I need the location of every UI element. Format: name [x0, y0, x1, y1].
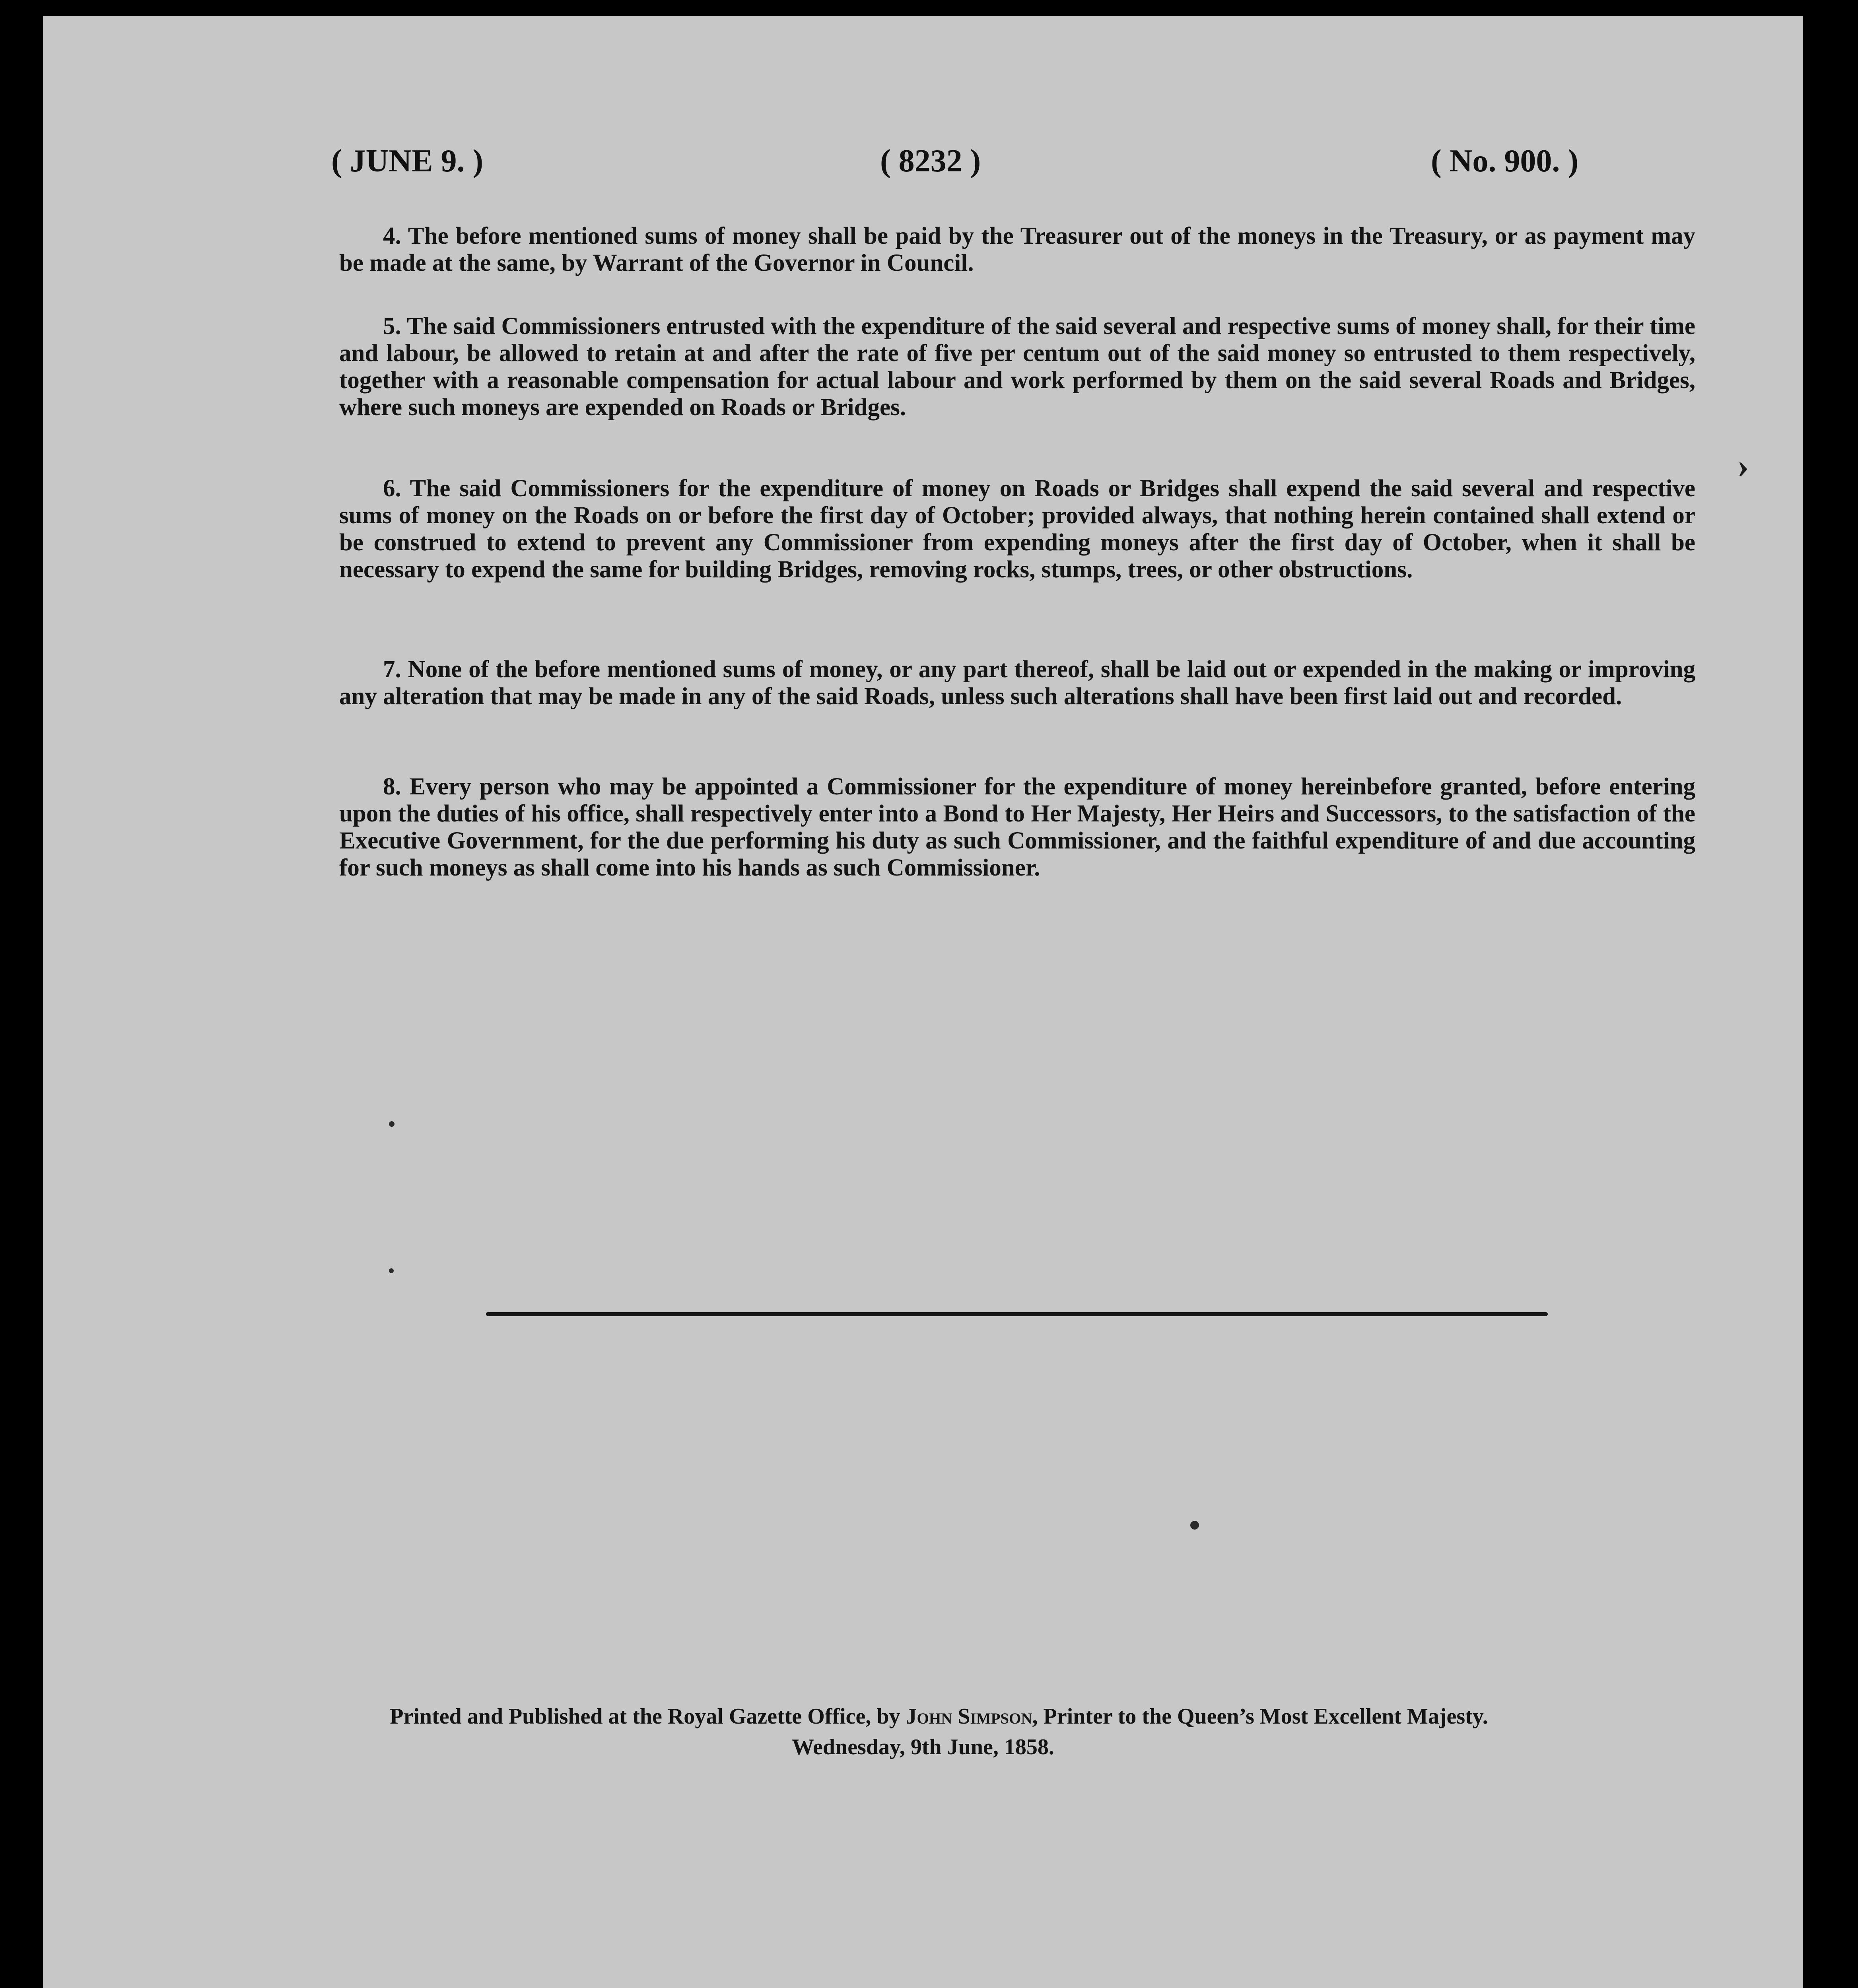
section-4 [339, 223, 1695, 277]
section-divider [486, 1312, 1548, 1316]
section-text: The before mentioned sums of money shall be paid by the Treasurer out of the moneys in the Treasury, or as payment may be made at the same, by Warrant of the Governor in Council. [339, 223, 1696, 276]
section-number: 7. [383, 656, 401, 683]
page-header [43, 143, 1803, 191]
printer-imprint [43, 1704, 1803, 1729]
publication-date: Wednesday, 9th June, 1858. [792, 1735, 1054, 1759]
page-number: ( 8232 ) [880, 144, 981, 179]
section-number: 5. [383, 313, 401, 340]
imprint-suffix: , Printer to the Queen’s Most Excellent Majesty. [1032, 1704, 1488, 1729]
section-number: 4. [383, 223, 401, 249]
imprint-prefix: Printed and Published at the Royal Gazette Office, by [390, 1704, 906, 1729]
section-text: The said Commissioners entrusted with the expenditure of the said several and respective sums of money shall, for their time and labour, be allowed to retain at and after the rate of five per centum out of the said money so entrusted to them respectively, together with a reasonable compensation for actual labour and work performed by them on the said several Roads and Bridges, where such moneys are expended on Roads or Bridges. [339, 313, 1695, 421]
section-text: Every person who may be appointed a Commissioner for the expenditure of money hereinbefore granted, before entering upon the duties of his office, shall respectively enter into a Bond to Her Majesty, Her Heirs and Successors, to the satisfaction of the Executive Government, for the due performing his duty as such Commissioner, and the faithful expenditure of and due accounting for such moneys as shall come into his hands as such Commissioner. [339, 773, 1695, 881]
issue-number: ( No. 900. ) [1431, 144, 1579, 179]
margin-mark-icon: › [1737, 446, 1749, 485]
section-text: None of the before mentioned sums of money, or any part thereof, shall be laid out or expended in the making or improving any alteration that may be made in any of the said Roads, unless such alterations shall have been first laid out and recorded. [339, 656, 1695, 710]
ink-speck [389, 1121, 395, 1127]
section-5 [339, 313, 1695, 421]
issue-date: ( JUNE 9. ) [331, 144, 484, 179]
section-8 [339, 773, 1695, 881]
document-page [43, 16, 1803, 1988]
section-text: The said Commissioners for the expenditure of money on Roads or Bridges shall expend the said several and respective sums of money on the Roads on or before the first day of October; provided always, that nothing herein contained shall extend or be construed to extend to prevent any Commissioner from expending moneys after the first day of October, when it shall be necessary to expend the same for building Bridges, removing rocks, stumps, trees, or other obstructions. [339, 475, 1695, 583]
printer-name: John Simpson [906, 1704, 1032, 1729]
section-7 [339, 656, 1695, 710]
section-number: 6. [383, 475, 401, 502]
ink-speck [1190, 1521, 1199, 1530]
section-6 [339, 475, 1695, 583]
section-number: 8. [383, 773, 401, 800]
ink-speck [389, 1268, 394, 1273]
